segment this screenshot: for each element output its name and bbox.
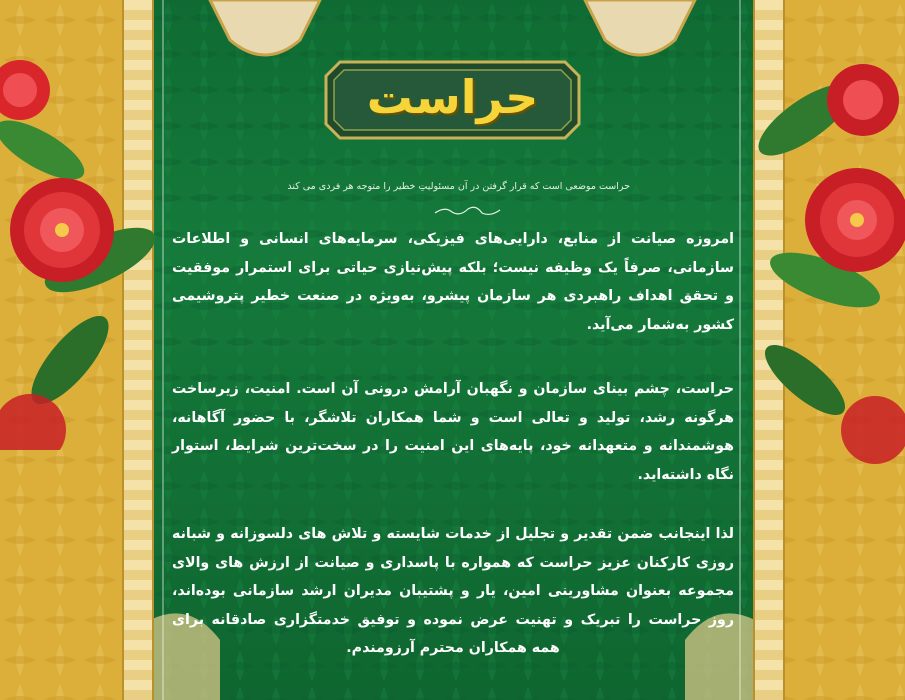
page-title: حراست [366,70,539,124]
signature-image [430,204,510,218]
left-flower-cluster [0,30,160,450]
right-flower-cluster [745,20,905,480]
paragraph-2: حراست، چشم بینای سازمان و نگهبان آرامش درونی آن است. امنیت، زیرساخت هرگونه رشد، تولید و تعالی است و شما همکاران تلاشگر، با حضور آگاهانه، هوشمندانه و متعهدانه خود، پایه‌های این امنیت را در سخت‌ترین شرایط، استوار نگاه داشته‌اید. [172,381,734,483]
header-quote: حراست موضعی است که قرار گرفتن در آن مسئولیتِ خطیر را متوجه هر فردی می کند [287,181,630,192]
paragraph-3: لذا اینجانب ضمن تقدیر و تجلیل از خدمات شایسته و تلاش های دلسوزانه و شبانه روزی کارکنان عزیز حراست که همواره با پاسداری و صیانت از ارزش های والای مجموعه بعنوان مشاورینی امین، یار و پشتیبان مدیران ارشد سازمانی بوده‌اند، روز حراست را تبریک و تهنیت عرض نموده و توفیق خدمتگزاری صادقانه برای همه همکاران محترم آرزومندم. [172,526,734,656]
paragraph-1: امروزه صیانت از منابع، دارایی‌های فیزیکی، سرمایه‌های انسانی و اطلاعات سازمانی، صرفاً یک وظیفه نیست؛ بلکه پیش‌نیازی حیاتی برای استمرار موفقیت و تحقق اهداف راهبردی هر سازمان پیشرو، به‌ویژه در صنعت خطیر پتروشیمی کشور به‌شمار می‌آید. [172,231,734,333]
